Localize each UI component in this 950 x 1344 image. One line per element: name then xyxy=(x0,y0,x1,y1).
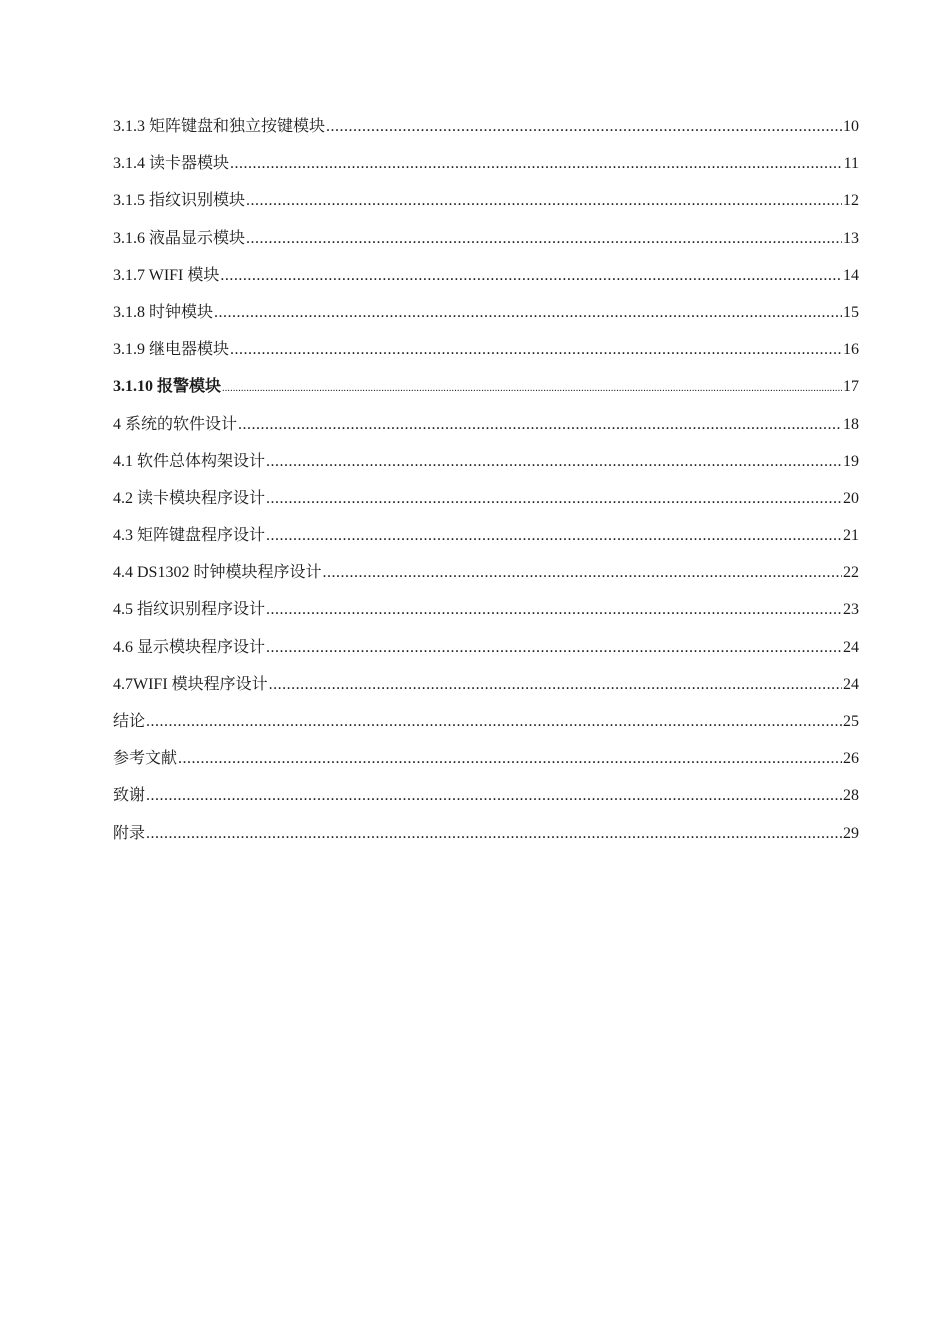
toc-leader-dots xyxy=(214,294,842,331)
toc-entry-3-1-10[interactable] xyxy=(113,368,859,405)
toc-leader-dots xyxy=(230,145,843,182)
toc-entry-page: 24 xyxy=(843,638,859,656)
toc-leader-dots xyxy=(322,554,842,591)
toc-entry-4-7[interactable] xyxy=(113,666,859,703)
toc-entry-page: 16 xyxy=(843,341,859,359)
toc-entry-label: 3.1.5 指纹识别模块 xyxy=(113,192,246,210)
toc-entry-page: 11 xyxy=(843,155,859,173)
toc-leader-dots xyxy=(266,629,842,666)
toc-entry-label: 4.7WIFI 模块程序设计 xyxy=(113,675,268,693)
toc-entry-references[interactable] xyxy=(113,740,859,777)
toc-entry-3-1-3[interactable] xyxy=(113,108,859,145)
toc-entry-page: 14 xyxy=(843,266,859,284)
toc-entry-label: 3.1.9 继电器模块 xyxy=(113,341,230,359)
toc-entry-label: 4.3 矩阵键盘程序设计 xyxy=(113,527,266,545)
toc-entry-page: 23 xyxy=(843,601,859,619)
toc-entry-page: 28 xyxy=(843,787,859,805)
table-of-contents xyxy=(113,108,859,852)
toc-entry-page: 13 xyxy=(843,229,859,247)
toc-leader-dots xyxy=(266,591,842,628)
toc-entry-4-1[interactable] xyxy=(113,443,859,480)
toc-entry-label: 4.6 显示模块程序设计 xyxy=(113,638,266,656)
toc-entry-label: 4.2 读卡模块程序设计 xyxy=(113,489,266,507)
toc-entry-page: 29 xyxy=(843,824,859,842)
toc-leader-dots xyxy=(266,443,842,480)
toc-leader-dots xyxy=(146,777,842,814)
toc-leader-dots xyxy=(238,406,842,443)
toc-entry-label: 结论 xyxy=(113,713,146,730)
toc-leader-dots xyxy=(326,108,842,145)
toc-entry-label: 4.4 DS1302 时钟模块程序设计 xyxy=(113,564,322,582)
toc-entry-3-1-6[interactable] xyxy=(113,220,859,257)
toc-entry-4-5[interactable] xyxy=(113,591,859,628)
toc-entry-4[interactable] xyxy=(113,406,859,443)
toc-entry-label: 致谢 xyxy=(113,787,146,805)
toc-leader-dots xyxy=(246,182,842,219)
toc-entry-label: 3.1.10 报警模块 xyxy=(113,378,222,396)
toc-entry-4-3[interactable] xyxy=(113,517,859,554)
toc-entry-label: 3.1.4 读卡器模块 xyxy=(113,155,230,173)
toc-entry-3-1-7[interactable] xyxy=(113,257,859,294)
toc-leader-dots xyxy=(220,257,842,294)
toc-entry-page: 24 xyxy=(843,675,859,693)
toc-entry-4-6[interactable] xyxy=(113,629,859,666)
toc-entry-4-4[interactable] xyxy=(113,554,859,591)
toc-leader-dots xyxy=(246,220,842,257)
toc-entry-label: 3.1.8 时钟模块 xyxy=(113,303,214,321)
toc-leader-dots xyxy=(178,740,842,777)
toc-entry-label: 3.1.3 矩阵键盘和独立按键模块 xyxy=(113,118,326,135)
toc-entry-page: 21 xyxy=(843,527,859,545)
toc-entry-page: 17 xyxy=(843,378,859,396)
toc-entry-3-1-8[interactable] xyxy=(113,294,859,331)
toc-entry-3-1-5[interactable] xyxy=(113,182,859,219)
toc-entry-page: 10 xyxy=(843,118,859,135)
toc-entry-page: 25 xyxy=(843,713,859,730)
toc-entry-4-2[interactable] xyxy=(113,480,859,517)
toc-entry-page: 18 xyxy=(843,415,859,433)
toc-leader-dots xyxy=(266,517,842,554)
toc-leader-dots xyxy=(146,815,842,852)
toc-entry-label: 4 系统的软件设计 xyxy=(113,415,238,433)
toc-leader-dots xyxy=(269,666,842,703)
toc-entry-page: 22 xyxy=(843,564,859,582)
toc-entry-label: 4.1 软件总体构架设计 xyxy=(113,452,266,470)
toc-entry-3-1-9[interactable] xyxy=(113,331,859,368)
toc-entry-page: 12 xyxy=(843,192,859,210)
toc-entry-page: 15 xyxy=(843,303,859,321)
toc-entry-page: 20 xyxy=(843,489,859,507)
toc-entry-acknowledgements[interactable] xyxy=(113,777,859,814)
toc-leader-dots xyxy=(222,370,842,407)
toc-entry-appendix[interactable] xyxy=(113,815,859,852)
toc-entry-label: 附录 xyxy=(113,824,146,842)
toc-entry-3-1-4[interactable] xyxy=(113,145,859,182)
toc-entry-label: 3.1.6 液晶显示模块 xyxy=(113,229,246,247)
toc-entry-label: 3.1.7 WIFI 模块 xyxy=(113,266,220,284)
toc-entry-label: 参考文献 xyxy=(113,750,178,768)
toc-entry-page: 26 xyxy=(843,750,859,768)
toc-entry-label: 4.5 指纹识别程序设计 xyxy=(113,601,266,619)
toc-leader-dots xyxy=(266,480,842,517)
toc-leader-dots xyxy=(230,331,842,368)
toc-leader-dots xyxy=(146,703,842,740)
toc-entry-page: 19 xyxy=(843,452,859,470)
toc-entry-conclusion[interactable] xyxy=(113,703,859,740)
